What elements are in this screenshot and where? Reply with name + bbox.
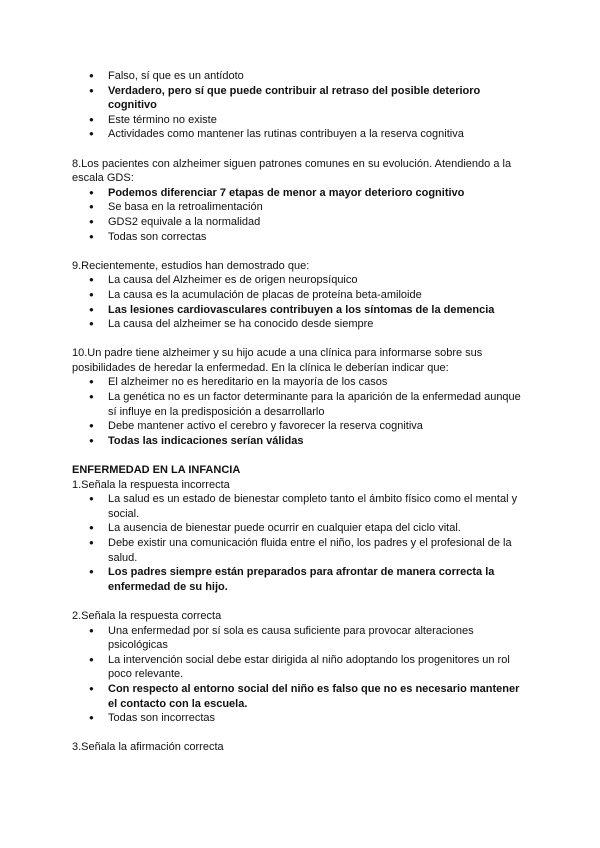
answer-option: ● Debe existir una comunicación fluida entre el niño, los padres y el profesional de la salud. — [72, 536, 530, 565]
answer-list — [72, 186, 530, 244]
answer-option-correct: ● Las lesiones cardiovasculares contribuyen a los síntomas de la demencia — [72, 303, 530, 318]
section-question-3: 3.Señala la afirmación correcta — [72, 741, 224, 754]
answer-option: ● La ausencia de bienestar puede ocurrir en cualquier etapa del ciclo vital. — [72, 521, 530, 536]
answer-option: ● Debe mantener activo el cerebro y favorecer la reserva cognitiva — [72, 419, 530, 434]
answer-option: ● La causa del alzheimer se ha conocido desde siempre — [72, 317, 530, 332]
section-question-2: 2.Señala la respuesta correcta — [72, 609, 222, 622]
answer-option: ● El alzheimer no es hereditario en la mayoría de los casos — [72, 375, 530, 390]
answer-option-correct: ● Con respecto al entorno social del niño es falso que no es necesario mantener el contacto con la escuela. — [72, 682, 530, 711]
answer-option-correct: ● Todas las indicaciones serían válidas — [72, 434, 530, 449]
answer-option-correct: ● Podemos diferenciar 7 etapas de menor a mayor deterioro cognitivo — [72, 186, 530, 201]
section-question-1: 1.Señala la respuesta incorrecta — [72, 478, 230, 491]
answer-option: ● Todas son correctas — [72, 230, 530, 245]
answer-list — [72, 69, 530, 142]
answer-option: ● Actividades como mantener las rutinas contribuyen a la reserva cognitiva — [72, 127, 530, 142]
answer-option: ● La causa es la acumulación de placas de proteína beta-amiloide — [72, 288, 530, 303]
answer-list — [72, 492, 530, 594]
answer-option: ● Todas son incorrectas — [72, 711, 530, 726]
answer-option-correct: ● Los padres siempre están preparados para afrontar de manera correcta la enfermedad de su hijo. — [72, 565, 530, 594]
answer-list — [72, 273, 530, 331]
answer-option: ● Se basa en la retroalimentación — [72, 200, 530, 215]
answer-option: ● La causa del Alzheimer es de origen neuropsíquico — [72, 273, 530, 288]
answer-option: ● Este término no existe — [72, 113, 530, 128]
answer-option: ● Falso, sí que es un antídoto — [72, 69, 530, 84]
answer-option: ● La intervención social debe estar dirigida al niño adoptando los progenitores un rol poco relevante. — [72, 653, 530, 682]
answer-list — [72, 375, 530, 448]
answer-option: ● La salud es un estado de bienestar completo tanto el ámbito físico como el mental y social. — [72, 492, 530, 521]
answer-list — [72, 624, 530, 726]
question-8: 8.Los pacientes con alzheimer siguen patrones comunes en su evolución. Atendiendo a la escala GDS: — [72, 157, 512, 185]
answer-option: ● La genética no es un factor determinante para la aparición de la enfermedad aunque sí influye en la predisposición a desarrollarlo — [72, 390, 530, 419]
answer-option: ● GDS2 equivale a la normalidad — [72, 215, 530, 230]
question-9: 9.Recientemente, estudios han demostrado que: — [72, 259, 310, 272]
answer-option: ● Una enfermedad por sí sola es causa suficiente para provocar alteraciones psicológicas — [72, 624, 530, 653]
answer-option-correct: ● Verdadero, pero sí que puede contribuir al retraso del posible deterioro cognitivo — [72, 84, 530, 113]
section-title: ENFERMEDAD EN LA INFANCIA — [72, 464, 241, 477]
question-10: 10.Un padre tiene alzheimer y su hijo acude a una clínica para informarse sobre sus posibilidades de heredar la enfermedad. En la clínica le deberían indicar que: — [72, 347, 483, 374]
